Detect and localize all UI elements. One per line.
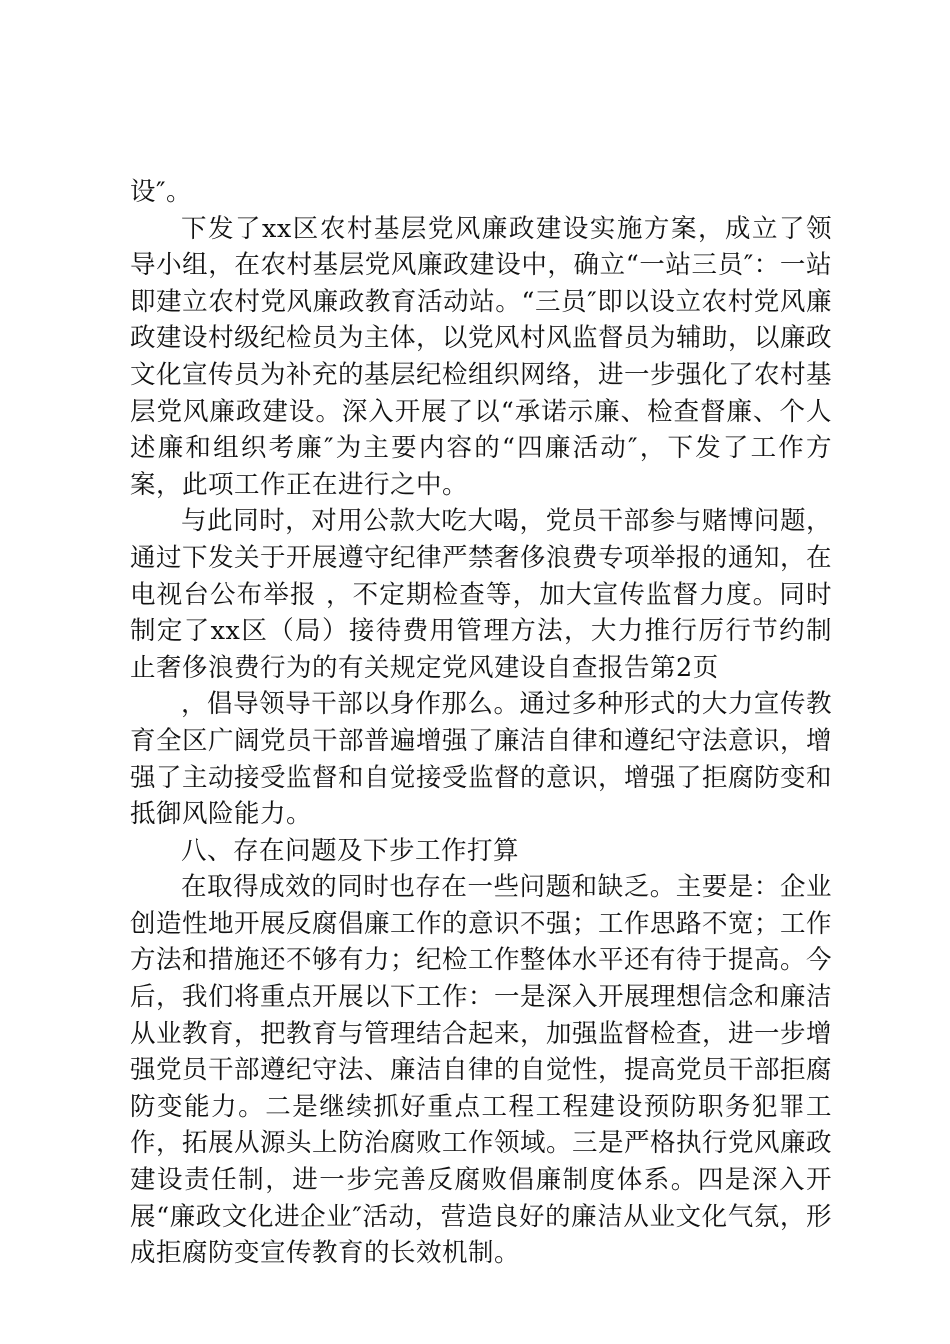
paragraph-promotion-education: ，倡导领导干部以身作那么。通过多种形式的大力宣传教育全区广阔党员干部普遍增强了廉洁自律和遵纪守法意识，增强了主动接受监督和自觉接受监督的意识，增强了拒腐防变和抵御风险能力。 xyxy=(130,689,833,830)
paragraph-continuation: 设″。 xyxy=(130,177,193,207)
paragraph-problems-plans: 在取得成效的同时也存在一些问题和缺乏。主要是：企业创造性地开展反腐倡廉工作的意识不强；工作思路不宽；工作方法和措施还不够有力；纪检工作整体水平还有待于提高。今后，我们将重点开展以下工作：一是深入开展理想信念和廉洁从业教育，把教育与管理结合起来，加强监督检查，进一步增强党员干部遵纪守法、廉洁自律的自觉性，提高党员干部拒腐防变能力。二是继续抓好重点工程工程建设预防职务犯罪工作，拓展从源头上防治腐败工作领域。三是严格执行党风廉政建设责任制，进一步完善反腐败倡廉制度体系。四是深入开展“廉政文化进企业″活动，营造良好的廉洁从业文化气氛，形成拒腐防变宣传教育的长效机制。 xyxy=(130,872,833,1269)
paragraph-public-funds: 与此同时，对用公款大吃大喝，党员干部参与赌博问题，通过下发关于开展遵守纪律严禁奢侈浪费专项举报的通知，在电视台公布举报 ，不定期检查等，加大宣传监督力度。同时制定了xx区（局）接待费用管理方法，大力推行厉行节约制止奢侈浪费行为的有关规定党风建设自查报告第2页 xyxy=(130,506,833,683)
document-body xyxy=(130,174,832,1272)
paragraph-rural-implementation: 下发了xx区农村基层党风廉政建设实施方案，成立了领导小组，在农村基层党风廉政建设中，确立“一站三员″：一站即建立农村党风廉政教育活动站。“三员″即以设立农村党风廉政建设村级纪检员为主体，以党风村风监督员为辅助，以廉政文化宣传员为补充的基层纪检组织网络，进一步强化了农村基层党风廉政建设。深入开展了以“承诺示廉、检查督廉、个人述廉和组织考廉″为主要内容的“四廉活动″，下发了工作方案，此项工作正在进行之中。 xyxy=(130,213,833,500)
section-heading-problems: 八、存在问题及下步工作打算 xyxy=(181,835,520,866)
